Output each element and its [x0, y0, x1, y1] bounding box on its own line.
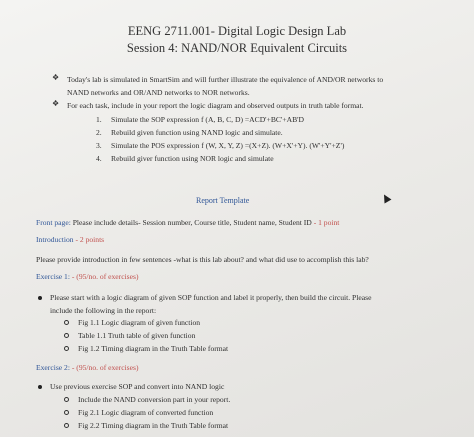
exercise-1-bullet-line1: Please start with a logic diagram of given SOP function and label it properly, then build the circuit. Please: [50, 293, 372, 302]
report-template-heading: Report Template: [196, 196, 250, 205]
exercise-1-label: Exercise 1:: [36, 272, 70, 281]
exercise-1-bullet-line2: include the following in the report:: [50, 306, 157, 315]
introduction-points: - 2 points: [75, 235, 105, 244]
diamond-bullet-icon: ❖: [52, 99, 60, 108]
task-number: 4.: [96, 154, 102, 163]
exercise-2-bullet-line1: Use previous exercise SOP and convert into NAND logic: [50, 382, 225, 391]
task-text: Simulate the POS expression f (W, X, Y, Z) =(X+Z). (W+X'+Y). (W'+Y'+Z'): [111, 141, 345, 150]
bullet-icon: [38, 385, 42, 389]
circle-bullet-icon: [64, 346, 69, 351]
introduction-heading: [36, 235, 104, 244]
mouse-cursor-icon: [381, 193, 392, 204]
circle-bullet-icon: [64, 333, 69, 338]
exercise-2-points: - (95/no. of exercises): [71, 363, 139, 372]
exercise-2-item: Include the NAND conversion part in your report.: [78, 395, 231, 404]
intro-bullet-1-line1: Today's lab is simulated in SmartSim and will further illustrate the equivalence of AND/OR networks to: [67, 75, 384, 84]
circle-bullet-icon: [64, 410, 69, 415]
diamond-bullet-icon: ❖: [52, 73, 60, 82]
exercise-1-item: Fig 1.2 Timing diagram in the Truth Table format: [78, 344, 229, 353]
exercise-1-heading: [36, 272, 139, 281]
front-page-text: Please include details- Session number, Course title, Student name, Student ID: [70, 218, 312, 227]
front-page-label: Front page:: [36, 218, 71, 227]
front-page-line: [36, 218, 339, 227]
page-title: EENG 2711.001- Digital Logic Design Lab: [127, 24, 347, 38]
intro-bullet-2: For each task, include in your report the logic diagram and observed outputs in truth table format.: [67, 101, 364, 110]
circle-bullet-icon: [64, 397, 69, 402]
circle-bullet-icon: [64, 320, 69, 325]
exercise-2-item: Fig 2.1 Logic diagram of converted function: [78, 408, 214, 417]
bullet-icon: [38, 296, 42, 300]
exercise-2-heading: [36, 363, 139, 372]
task-number: 2.: [96, 128, 102, 137]
intro-bullet-1-line2: NAND networks and OR/AND networks to NOR networks.: [67, 88, 250, 97]
exercise-1-points: - (95/no. of exercises): [71, 272, 139, 281]
exercise-2-label: Exercise 2:: [36, 363, 70, 372]
task-number: 1.: [96, 115, 102, 124]
task-number: 3.: [96, 141, 102, 150]
introduction-label: Introduction: [36, 235, 74, 244]
introduction-text: Please provide introduction in few sentences -what is this lab about? and what did use to accomplish this lab?: [36, 255, 369, 264]
page-subtitle: Session 4: NAND/NOR Equivalent Circuits: [126, 41, 348, 55]
circle-bullet-icon: [64, 423, 69, 428]
task-text: Rebuild given function using NAND logic and simulate.: [111, 128, 283, 137]
front-page-points: - 1 point: [313, 218, 340, 227]
task-text: Simulate the SOP expression f (A, B, C, D) =ACD'+BC'+AB'D: [111, 115, 305, 124]
exercise-2-item: Fig 2.2 Timing diagram in the Truth Table format: [78, 421, 229, 430]
task-text: Rebuild giver function using NOR logic and simulate: [111, 154, 274, 163]
exercise-1-item: Fig 1.1 Logic diagram of given function: [78, 318, 201, 327]
exercise-1-item: Table 1.1 Truth table of given function: [78, 331, 196, 340]
